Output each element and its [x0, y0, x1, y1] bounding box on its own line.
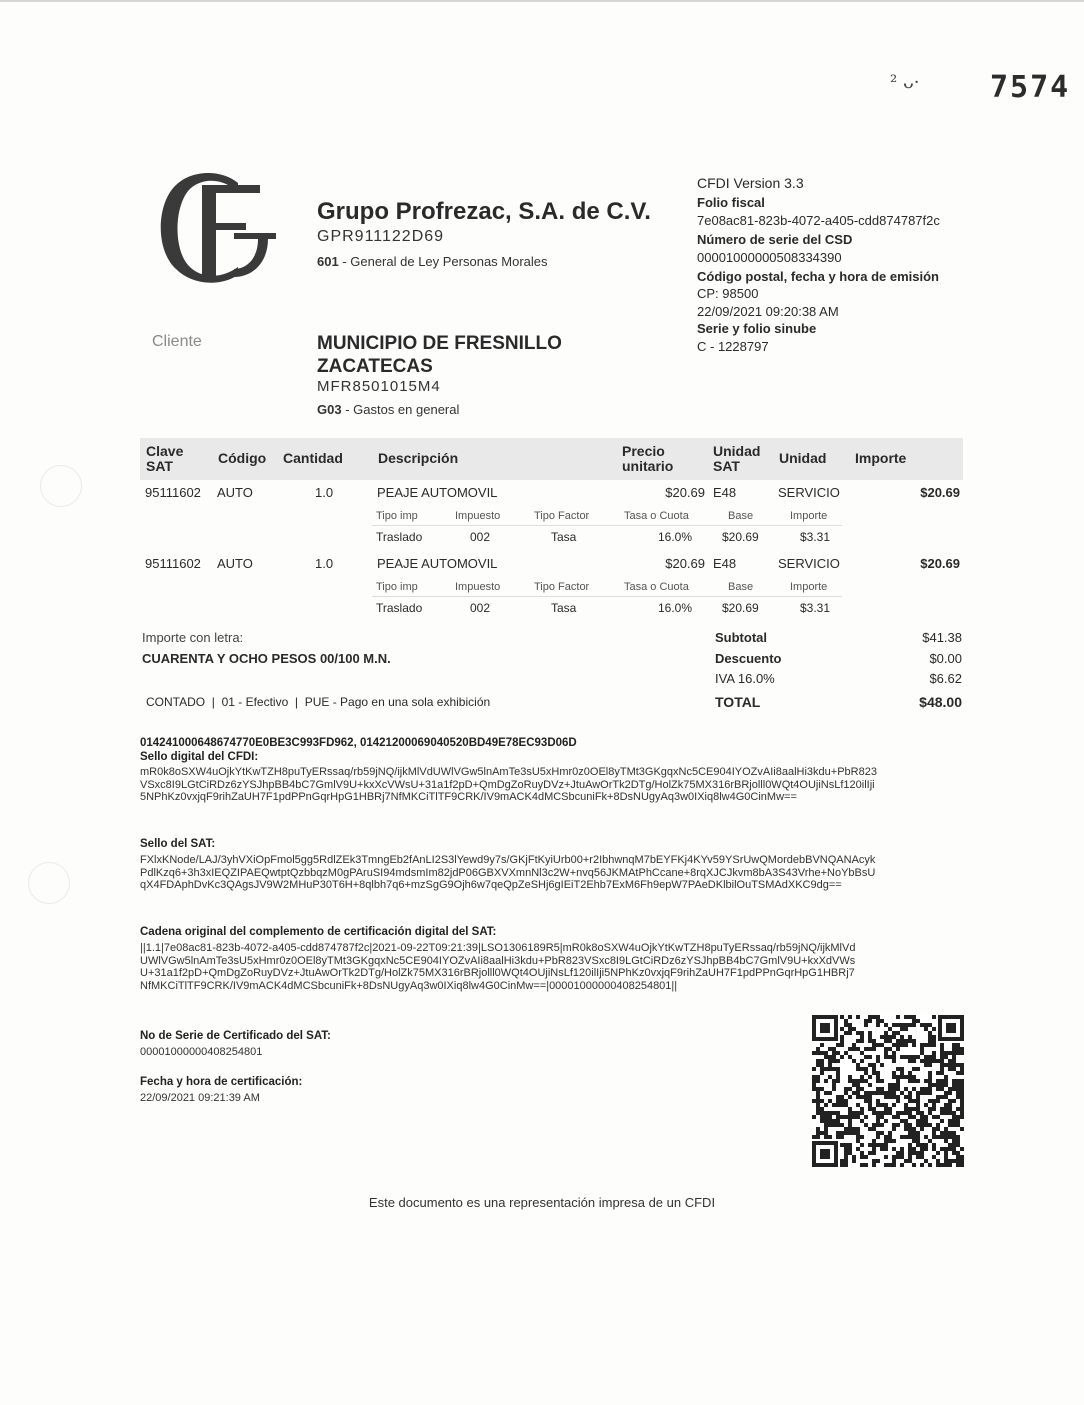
punch-hole-mark — [40, 465, 82, 507]
folio-fiscal: 7e08ac81-823b-4072-a405-cdd874787f2c — [697, 212, 940, 228]
use-description: - Gastos en general — [341, 402, 460, 417]
tax-tipo-imp: Traslado — [376, 530, 423, 544]
items-table-header — [140, 438, 963, 480]
csd-serial: 00001000000508334390 — [697, 249, 842, 265]
footer-note: Este documento es una representación impresa de un CFDI — [368, 1195, 716, 1210]
cell-cantidad: 1.0 — [315, 556, 334, 571]
certification-date: 22/09/2021 09:21:39 AM — [140, 1092, 260, 1104]
tax-impuesto: 002 — [470, 601, 491, 615]
handwritten-number: 7574 — [990, 70, 1071, 105]
tax-col-base: Base — [728, 581, 754, 593]
amount-in-words-label: Importe con letra: — [142, 630, 244, 645]
client-label: Cliente — [152, 333, 202, 350]
cell-codigo: AUTO — [217, 556, 253, 571]
tax-importe: $3.31 — [800, 601, 831, 615]
cell-precio: $20.69 — [665, 556, 705, 571]
tax-col-importe: Importe — [790, 581, 828, 593]
tax-tipo-imp: Traslado — [376, 601, 423, 615]
tax-tipo-factor: Tasa — [551, 530, 577, 544]
certification-date-label: Fecha y hora de certificación: — [140, 1076, 303, 1088]
tax-col-base: Base — [728, 510, 754, 522]
tax-base: $20.69 — [722, 601, 759, 615]
tax-col-impuesto: Impuesto — [455, 581, 501, 593]
discount-label: Descuento — [715, 651, 782, 666]
cert-sat-serial: 00001000000408254801 — [140, 1046, 263, 1058]
iva-label: IVA 16.0% — [715, 671, 775, 686]
client-cfdi-use — [317, 402, 459, 417]
sello-cfdi: mR0k8oSXW4uOjkYtKwTZH8puTyERssaq/rb59jNQ/ijkMlVdUWlVGw5lnAmTe3sU5xHmr0z0OEl8yTMt3GKgqxNc5CE904IYOZvAIi8aalHi3kdu+PbR823VSxc8I9LGtCiRDz6zYSJhpBB4bC7GmlV9U+kxXcVWsU+31a1f2pD+QmDgZoRuyDVz+JtuAwOrTk2DTg/HolZk75MX316rBRjolll0WQt4OUjiNsLf120ilIji5NPhKz0vxjqF9rihZaUH7F1pdPPnGqrHpG1HBRj7NfMKCiTlTF9CRK/IV9mACK4dMCSbcuniFk+8DsNUgyAq3w0IXiq8lw4G0CinMw== — [140, 766, 877, 804]
tax-col-tipo-imp: Tipo imp — [376, 581, 418, 593]
col-precio-unitario: Precio unitario — [622, 443, 674, 474]
cfdi-info-block — [697, 175, 977, 355]
tax-col-tipo-factor: Tipo Factor — [534, 510, 590, 522]
col-importe: Importe — [855, 450, 907, 466]
company-logo — [150, 165, 280, 290]
cell-unidad-sat: E48 — [713, 485, 737, 500]
tax-col-tasa: Tasa o Cuota — [624, 510, 689, 522]
col-codigo: Código — [218, 450, 267, 466]
use-code: G03 — [317, 402, 342, 417]
punch-hole-mark — [28, 862, 70, 904]
cell-clave: 95111602 — [145, 485, 201, 500]
cell-cantidad: 1.0 — [315, 485, 334, 500]
cell-clave: 95111602 — [145, 556, 201, 571]
cadena-original: ||1.1|7e08ac81-823b-4072-a405-cdd874787f2c|2021-09-22T09:21:39|LSO1306189R5|mR0k8oSXW4uOjkYtKwTZH8puTyERssaq/rb59jNQ/ijkMlVdUWlVGw5lnAmTe3sU5xHmr0z0OEl8yTMt3GKgqxNc5CE904IYOZvAIi8aalHi3kdu+PbR823VSxc8I9LGtCiRDz6zYSJhpBB4bC7GmlV9U+kxXdVWsU+31a1f2pD+QmDgZoRuyDVz+JtuAwOrTk2DTg/HolZk75MX316rBRjolll0WQt4OUjiNsLf120ilIji5NPhKz0vxjqF9rihZaUH7F1pdPPnGqrHpG1HBRj7NfMKCiTlTF9CRK/IV9mACK4dMCSbcuniFk+8DsNUgyAq3w0IXiq8lw4G0CinMw==|00001000000408254801|| — [140, 942, 856, 992]
cell-importe: $20.69 — [920, 556, 960, 571]
cell-unidad: SERVICIO — [778, 485, 840, 500]
cell-unidad: SERVICIO — [778, 556, 840, 571]
sello-cfdi-label: Sello digital del CFDI: — [140, 751, 259, 763]
handwritten-mark: ² ᴗ· — [890, 72, 920, 93]
issuer-tax-regime — [317, 254, 548, 269]
tax-importe: $3.31 — [800, 530, 831, 544]
issue-info-label: Código postal, fecha y hora de emisión — [697, 269, 939, 285]
qr-code — [812, 1015, 964, 1167]
subtotal-label: Subtotal — [715, 630, 767, 645]
tax-col-tasa: Tasa o Cuota — [624, 581, 689, 593]
amount-in-words: CUARENTA Y OCHO PESOS 00/100 M.N. — [142, 651, 391, 666]
tax-col-importe: Importe — [790, 510, 828, 522]
total-label: TOTAL — [715, 694, 761, 710]
cell-codigo: AUTO — [217, 485, 253, 500]
cell-precio: $20.69 — [665, 485, 705, 500]
col-clave-sat: Clave SAT — [146, 443, 184, 474]
col-cantidad: Cantidad — [283, 450, 343, 466]
top-edge-line — [0, 0, 1084, 2]
certificate-numbers: 01424100064867477​0E0BE3C993FD962, 01421200069040520BD49E78EC93D06D — [140, 737, 577, 749]
tax-base: $20.69 — [722, 530, 759, 544]
tax-divider — [372, 525, 842, 526]
discount-value: $0.00 — [929, 651, 962, 666]
col-descripcion: Descripción — [378, 450, 459, 466]
regime-code: 601 — [317, 254, 339, 269]
tax-col-tipo-factor: Tipo Factor — [534, 581, 590, 593]
subtotal-value: $41.38 — [922, 630, 962, 645]
cert-sat-label: No de Serie de Certificado del SAT: — [140, 1030, 331, 1042]
series-label: Serie y folio sinube — [697, 321, 817, 337]
cell-descripcion: PEAJE AUTOMOVIL — [377, 485, 498, 500]
cell-importe: $20.69 — [920, 485, 960, 500]
tax-tasa: 16.0% — [658, 530, 693, 544]
issuer-name: Grupo Profrezac, S.A. de C.V. — [317, 198, 651, 225]
cfdi-version: CFDI Version 3.3 — [697, 175, 804, 191]
tax-tipo-factor: Tasa — [551, 601, 577, 615]
csd-label: Número de serie del CSD — [697, 232, 853, 248]
payment-terms: CONTADO | 01 - Efectivo | PUE - Pago en una sola exhibición — [146, 695, 491, 709]
iva-value: $6.62 — [929, 671, 962, 686]
client-name: MUNICIPIO DE FRESNILLO ZACATECAS — [317, 333, 562, 377]
total-value: $48.00 — [919, 694, 962, 710]
series-folio: C - 1228797 — [697, 338, 769, 354]
col-unidad: Unidad — [779, 450, 827, 466]
issue-datetime: 22/09/2021 09:20:38 AM — [697, 303, 839, 319]
col-unidad-sat: Unidad SAT — [713, 443, 761, 474]
sello-sat: FXlxKNode/LAJ/3yhVXiOpFmol5gg5RdlZEk3TmngEb2fAnLI2S3lYewd9y7s/GKjFtKyiUrb00+r2IbhwnqM7bEYFKj4KYv59YSrUwQMordebBVNQANAcykPdlKzq6+3h3xIEQZIPAEQwtptQzbbqzM0gPAruSI94mdsmIm82jdP06GBXVXmnNl3c2W+nvq56JKMAtPhCcane+8rqXJCJkvm8bA3S43Vrhe+NoYbBsUqX4FDAphDvKc3QAgsJV9W2MHuP30T6H+8qlbh7q6+mzSgG9Ojh6w7qeQpZeSHj6gIEiT2Ehb7ExM6Fh9epW7PAeDKlbilOuTSMAdXKC9dg== — [140, 854, 876, 892]
sello-sat-label: Sello del SAT: — [140, 838, 216, 850]
regime-description: - General de Ley Personas Morales — [338, 254, 548, 269]
cell-descripcion: PEAJE AUTOMOVIL — [377, 556, 498, 571]
tax-tasa: 16.0% — [658, 601, 693, 615]
tax-col-tipo-imp: Tipo imp — [376, 510, 418, 522]
cadena-original-label: Cadena original del complemento de certificación digital del SAT: — [140, 926, 497, 938]
issuer-rfc: GPR911122D69 — [317, 228, 445, 245]
tax-impuesto: 002 — [470, 530, 491, 544]
tax-col-impuesto: Impuesto — [455, 510, 501, 522]
tax-divider — [372, 596, 842, 597]
postal-code: CP: 98500 — [697, 286, 759, 302]
cell-unidad-sat: E48 — [713, 556, 737, 571]
client-rfc: MFR8501015M4 — [317, 378, 441, 395]
folio-fiscal-label: Folio fiscal — [697, 195, 765, 211]
